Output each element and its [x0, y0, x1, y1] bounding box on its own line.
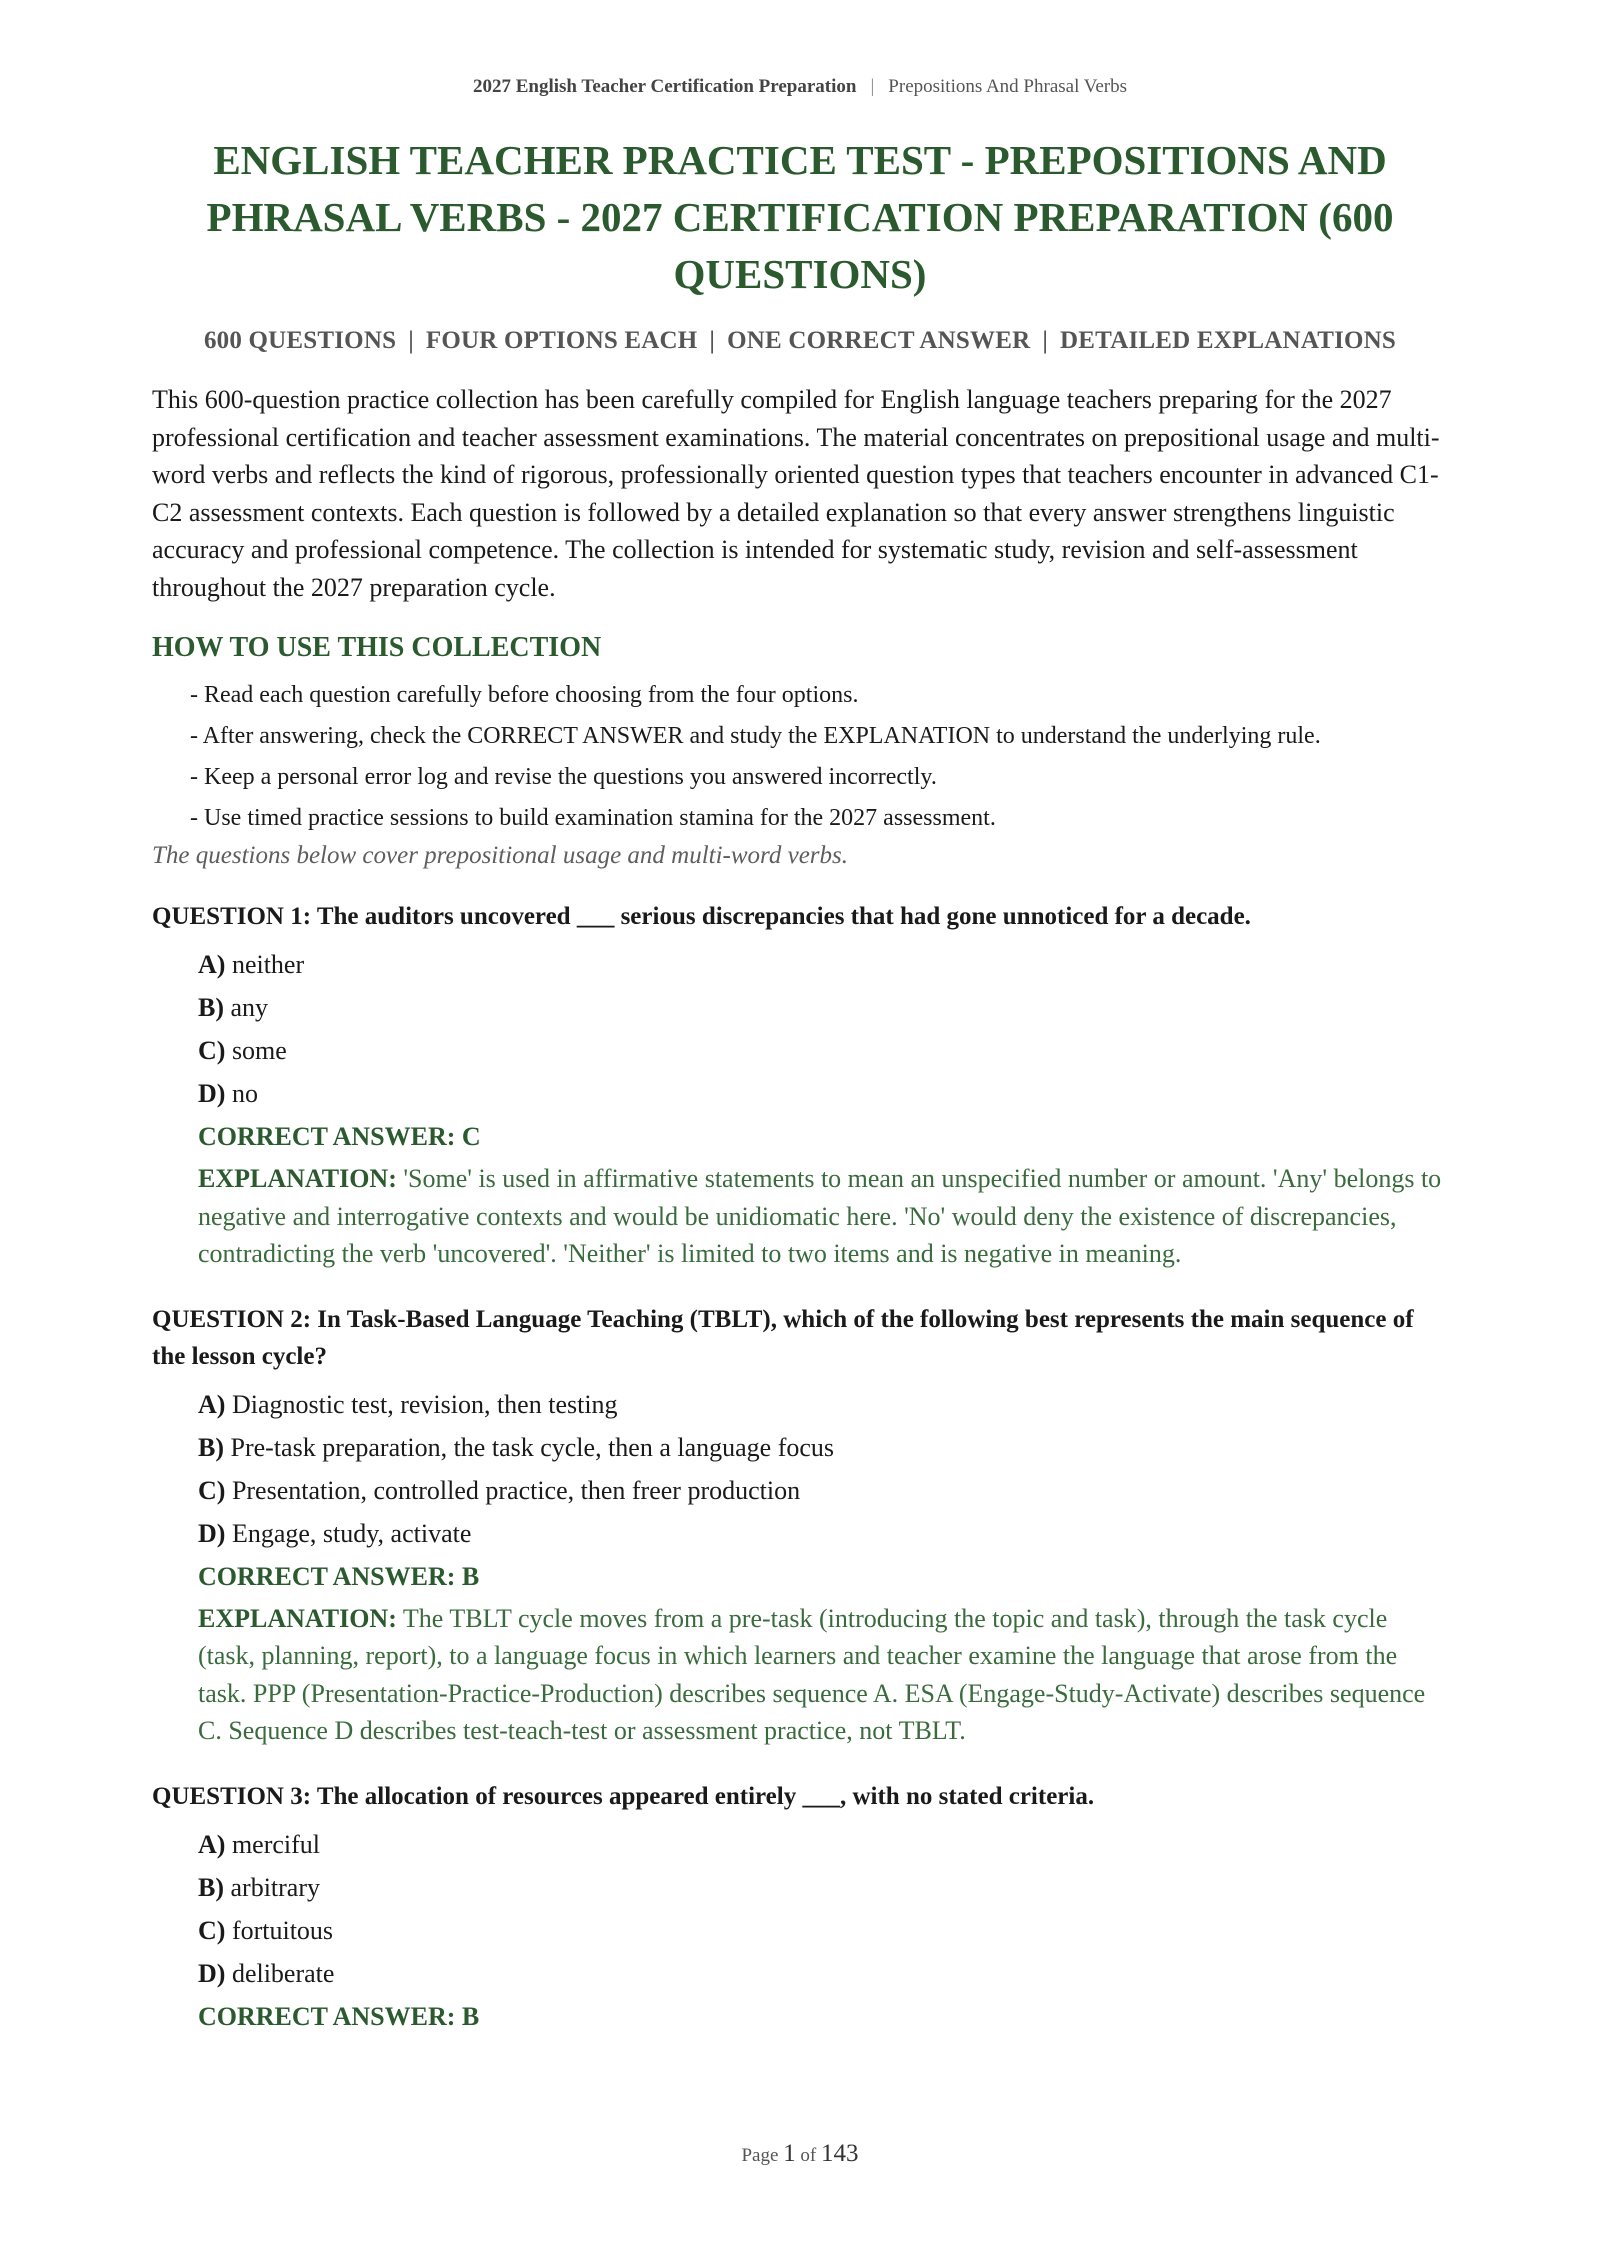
question-title: QUESTION 2: In Task-Based Language Teaching (TBLT), which of the following best represents the main sequence of the lesson cycle?: [152, 1305, 1414, 1370]
header-separator: |: [870, 76, 875, 97]
how-to-heading: HOW TO USE THIS COLLECTION: [152, 632, 602, 663]
option-item: [198, 1866, 1448, 1909]
correct-answer: CORRECT ANSWER: C: [198, 1122, 481, 1151]
option-text: Pre-task preparation, the task cycle, then a language focus: [230, 1432, 835, 1462]
question-title: QUESTION 3: The allocation of resources appeared entirely ___, with no stated criteria.: [152, 1782, 1095, 1810]
option-item: [198, 1909, 1448, 1952]
subtitle-separator: |: [709, 327, 716, 354]
option-item: [198, 1823, 1448, 1866]
option-letter: D): [198, 1079, 226, 1108]
question-block: [152, 898, 1448, 1273]
option-letter: D): [198, 1518, 226, 1548]
page-current: 1: [783, 2140, 796, 2167]
coverage-note: The questions below cover prepositional usage and multi-word verbs.: [152, 842, 849, 869]
header-topic: Prepositions And Phrasal Verbs: [888, 76, 1128, 97]
option-letter: A): [198, 1829, 226, 1859]
option-item: [198, 1469, 1448, 1512]
subtitle-separator: |: [408, 327, 414, 354]
option-text: merciful: [231, 1829, 321, 1859]
option-letter: B): [198, 1872, 224, 1902]
option-text: neither: [231, 950, 305, 979]
option-text: any: [230, 993, 269, 1022]
option-item: [198, 943, 1448, 986]
option-text: Presentation, controlled practice, then freer production: [231, 1475, 801, 1505]
option-letter: B): [198, 993, 224, 1022]
page-word: Page: [741, 2145, 779, 2166]
explanation: [152, 1600, 1448, 1750]
option-letter: C): [198, 1036, 226, 1065]
how-to-item: - Read each question carefully before choosing from the four options.: [190, 682, 859, 708]
option-list: [152, 1823, 1448, 1995]
option-text: fortuitous: [231, 1915, 334, 1945]
page-total: 143: [821, 2140, 859, 2167]
page-footer: [0, 2140, 1600, 2168]
option-list: [152, 943, 1448, 1115]
option-text: no: [231, 1079, 258, 1108]
option-text: Engage, study, activate: [231, 1518, 472, 1548]
option-item: [198, 1952, 1448, 1995]
option-letter: A): [198, 1389, 226, 1419]
option-item: [198, 1029, 1448, 1072]
question-block: [152, 1778, 1448, 2038]
explanation-label: EXPLANATION:: [198, 1603, 397, 1633]
option-list: [152, 1383, 1448, 1555]
option-letter: C): [198, 1475, 226, 1505]
subtitle-line: [152, 327, 1448, 355]
option-text: Diagnostic test, revision, then testing: [231, 1389, 618, 1419]
header-series: 2027 English Teacher Certification Preparation: [472, 76, 857, 97]
explanation-text: 'Some' is used in affirmative statements to mean an unspecified number or amount. 'Any' belongs to negative and interrogative contexts and would be unidiomatic here. 'No' would deny the existence of discrepancies, contradicting the verb 'uncovered'. 'Neither' is limited to two items and is negative in meaning.: [198, 1164, 1442, 1268]
running-header: [0, 76, 1600, 98]
page-of-word: of: [800, 2145, 817, 2166]
question-block: [152, 1301, 1448, 1750]
how-to-item: - Keep a personal error log and revise the questions you answered incorrectly.: [190, 764, 937, 790]
option-text: arbitrary: [230, 1872, 321, 1902]
explanation: [152, 1160, 1448, 1273]
option-letter: B): [198, 1432, 224, 1462]
option-letter: D): [198, 1958, 226, 1988]
option-item: [198, 1512, 1448, 1555]
correct-answer: CORRECT ANSWER: B: [198, 2001, 480, 2031]
subtitle-item: FOUR OPTIONS EACH: [425, 327, 698, 354]
page-title: ENGLISH TEACHER PRACTICE TEST - PREPOSITIONS AND PHRASAL VERBS - 2027 CERTIFICATION PREPARATION (600 QUESTIONS): [206, 137, 1394, 297]
option-text: deliberate: [231, 1958, 335, 1988]
option-item: [198, 1072, 1448, 1115]
how-to-item: - After answering, check the CORRECT ANSWER and study the EXPLANATION to understand the underlying rule.: [190, 723, 1321, 749]
option-letter: A): [198, 950, 226, 979]
option-item: [198, 986, 1448, 1029]
question-title: QUESTION 1: The auditors uncovered ___ serious discrepancies that had gone unnoticed for a decade.: [152, 903, 1251, 930]
correct-answer: CORRECT ANSWER: B: [198, 1561, 480, 1591]
subtitle-item: 600 QUESTIONS: [203, 327, 397, 354]
option-letter: C): [198, 1915, 226, 1945]
subtitle-item: ONE CORRECT ANSWER: [727, 327, 1031, 354]
option-item: [198, 1426, 1448, 1469]
explanation-label: EXPLANATION:: [198, 1164, 397, 1193]
option-text: some: [231, 1036, 287, 1065]
page-content: [152, 132, 1448, 2038]
subtitle-separator: |: [1042, 327, 1049, 354]
how-to-list: [152, 678, 1448, 836]
subtitle-item: DETAILED EXPLANATIONS: [1060, 327, 1397, 354]
intro-paragraph: This 600-question practice collection has been carefully compiled for English language teachers preparing for the 2027 professional certification and teacher assessment examinations. The material concentrates on prepositional usage and multi-word verbs and reflects the kind of rigorous, professionally oriented question types that teachers encounter in advanced C1-C2 assessment contexts. Each question is followed by a detailed explanation so that every answer strengthens linguistic accuracy and professional competence. The collection is intended for systematic study, revision and self-assessment throughout the 2027 preparation cycle.: [152, 385, 1440, 602]
explanation-text: The TBLT cycle moves from a pre-task (introducing the topic and task), through the task cycle (task, planning, report), to a language focus in which learners and teacher examine the language that arose from the task. PPP (Presentation-Practice-Production) describes sequence A. ESA (Engage-Study-Activate) describes sequence C. Sequence D describes test-teach-test or assessment practice, not TBLT.: [198, 1603, 1426, 1745]
how-to-item: - Use timed practice sessions to build examination stamina for the 2027 assessment.: [190, 805, 996, 831]
option-item: [198, 1383, 1448, 1426]
